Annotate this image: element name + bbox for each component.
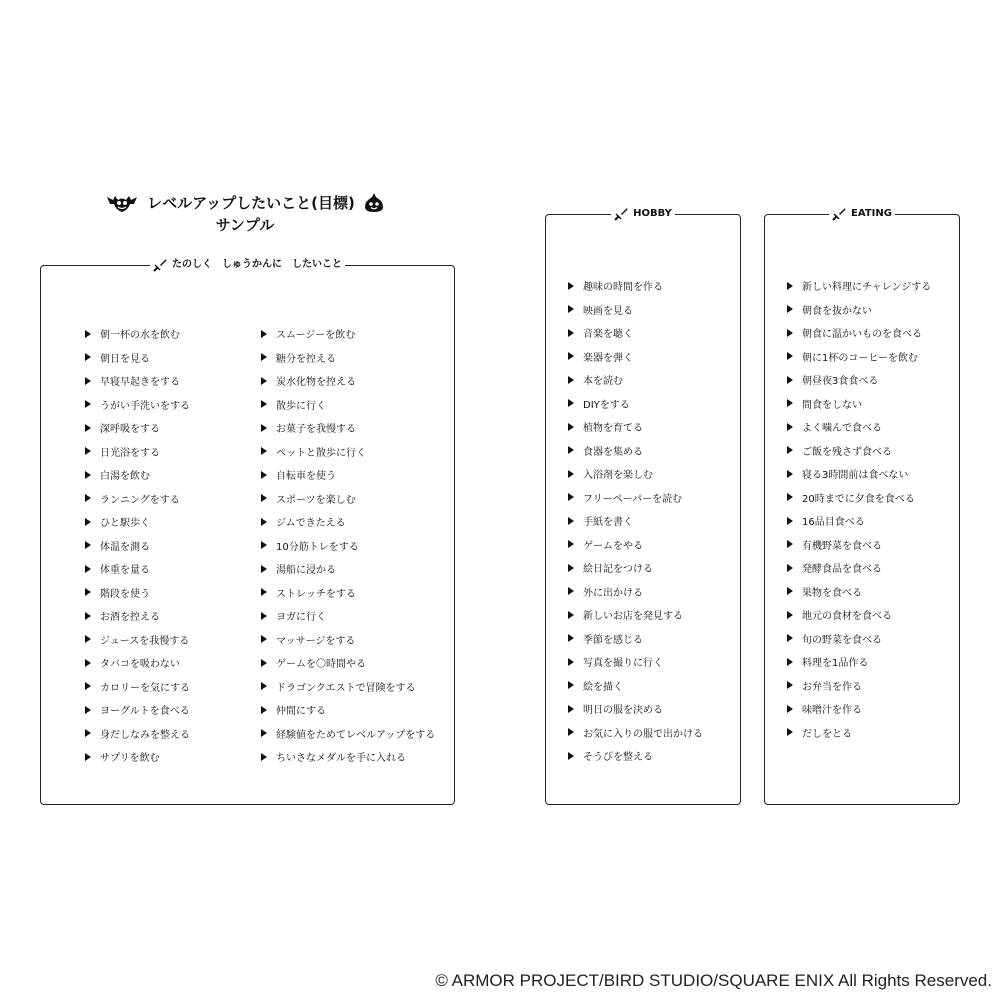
list-item: 地元の食材を食べる: [787, 603, 931, 627]
bullet-triangle-icon: [568, 329, 574, 337]
list-item: ちいさなメダルを手に入れる: [261, 745, 435, 769]
bullet-triangle-icon: [568, 681, 574, 689]
list-item: 本を読む: [568, 368, 703, 392]
bullet-triangle-icon: [787, 352, 793, 360]
bullet-triangle-icon: [787, 587, 793, 595]
sword-icon: [832, 207, 846, 221]
bullet-triangle-icon: [787, 376, 793, 384]
list-item: 20時までに夕食を食べる: [787, 486, 931, 510]
list-item: 趣味の時間を作る: [568, 274, 703, 298]
list-item: 写真を撮りに行く: [568, 650, 703, 674]
bullet-triangle-icon: [568, 282, 574, 290]
bullet-triangle-icon: [85, 635, 91, 643]
list-item: ランニングをする: [85, 487, 190, 511]
list-item: 間食をしない: [787, 392, 931, 416]
bullet-triangle-icon: [261, 588, 267, 596]
list-item: 16品目食べる: [787, 509, 931, 533]
bullet-triangle-icon: [85, 588, 91, 596]
hobby-list: [568, 274, 703, 768]
bullet-triangle-icon: [568, 446, 574, 454]
list-item: うがい手洗いをする: [85, 393, 190, 417]
bullet-triangle-icon: [261, 330, 267, 338]
bullet-triangle-icon: [85, 400, 91, 408]
bullet-triangle-icon: [261, 729, 267, 737]
list-item: 朝食を抜かない: [787, 298, 931, 322]
habits-panel-title: たのしく しゅうかんに したいこと: [172, 259, 342, 270]
list-item: 糖分を控える: [261, 346, 435, 370]
bullet-triangle-icon: [261, 635, 267, 643]
bullet-triangle-icon: [261, 494, 267, 502]
bullet-triangle-icon: [787, 517, 793, 525]
bullet-triangle-icon: [568, 564, 574, 572]
bullet-triangle-icon: [261, 541, 267, 549]
list-item: 植物を育てる: [568, 415, 703, 439]
list-item: ヨガに行く: [261, 604, 435, 628]
bullet-triangle-icon: [787, 423, 793, 431]
hobby-panel-header: [546, 206, 740, 224]
bullet-triangle-icon: [568, 470, 574, 478]
list-item: 日光浴をする: [85, 440, 190, 464]
bullet-triangle-icon: [261, 682, 267, 690]
list-item: 早寝早起きをする: [85, 369, 190, 393]
bullet-triangle-icon: [568, 305, 574, 313]
bullet-triangle-icon: [787, 728, 793, 736]
bullet-triangle-icon: [261, 518, 267, 526]
list-item: 発酵食品を食べる: [787, 556, 931, 580]
bullet-triangle-icon: [85, 729, 91, 737]
habits-list-right: [261, 322, 435, 769]
title-block: [100, 192, 390, 235]
list-item: 湯船に浸かる: [261, 557, 435, 581]
list-item: ゲームをやる: [568, 533, 703, 557]
sword-icon: [614, 207, 628, 221]
eating-panel-title: EATING: [851, 208, 892, 219]
list-item: 朝に1杯のコーヒーを飲む: [787, 345, 931, 369]
list-item: マッサージをする: [261, 628, 435, 652]
bullet-triangle-icon: [85, 353, 91, 361]
copyright-notice: © ARMOR PROJECT/BIRD STUDIO/SQUARE ENIX All Rights Reserved.: [435, 971, 992, 990]
list-item: 自転車を使う: [261, 463, 435, 487]
sword-icon: [153, 258, 167, 272]
list-item: カロリーを気にする: [85, 675, 190, 699]
bullet-triangle-icon: [568, 728, 574, 736]
list-item: 有機野菜を食べる: [787, 533, 931, 557]
bullet-triangle-icon: [787, 446, 793, 454]
list-item: ひと駅歩く: [85, 510, 190, 534]
list-item: お菓子を我慢する: [261, 416, 435, 440]
bullet-triangle-icon: [568, 705, 574, 713]
list-item: ヨーグルトを食べる: [85, 698, 190, 722]
bullet-triangle-icon: [787, 634, 793, 642]
list-item: お弁当を作る: [787, 674, 931, 698]
habits-list-left: [85, 322, 190, 769]
list-item: 体重を量る: [85, 557, 190, 581]
list-item: 朝日を見る: [85, 346, 190, 370]
bullet-triangle-icon: [85, 753, 91, 761]
bullet-triangle-icon: [85, 682, 91, 690]
bullet-triangle-icon: [261, 706, 267, 714]
bullet-triangle-icon: [261, 424, 267, 432]
bullet-triangle-icon: [787, 493, 793, 501]
bullet-triangle-icon: [568, 399, 574, 407]
bullet-triangle-icon: [261, 659, 267, 667]
bullet-triangle-icon: [261, 447, 267, 455]
list-item: 炭水化物を控える: [261, 369, 435, 393]
list-item: よく噛んで食べる: [787, 415, 931, 439]
list-item: 朝一杯の水を飲む: [85, 322, 190, 346]
list-item: ドラゴンクエストで冒険をする: [261, 675, 435, 699]
list-item: 旬の野菜を食べる: [787, 627, 931, 651]
list-item: ペットと散歩に行く: [261, 440, 435, 464]
bullet-triangle-icon: [85, 659, 91, 667]
list-item: そうびを整える: [568, 744, 703, 768]
list-item: 新しい料理にチャレンジする: [787, 274, 931, 298]
list-item: 身だしなみを整える: [85, 722, 190, 746]
bullet-triangle-icon: [85, 447, 91, 455]
bullet-triangle-icon: [787, 681, 793, 689]
list-item: 明日の服を決める: [568, 697, 703, 721]
list-item: ジムできたえる: [261, 510, 435, 534]
bullet-triangle-icon: [261, 471, 267, 479]
list-item: 食器を集める: [568, 439, 703, 463]
list-item: 音楽を聴く: [568, 321, 703, 345]
bullet-triangle-icon: [787, 540, 793, 548]
list-item: フリーペーパーを読む: [568, 486, 703, 510]
list-item: 散歩に行く: [261, 393, 435, 417]
list-item: 季節を感じる: [568, 627, 703, 651]
list-item: だしをとる: [787, 721, 931, 745]
list-item: 手紙を書く: [568, 509, 703, 533]
bullet-triangle-icon: [787, 329, 793, 337]
list-item: ストレッチをする: [261, 581, 435, 605]
list-item: 朝昼夜3食食べる: [787, 368, 931, 392]
list-item: 味噌汁を作る: [787, 697, 931, 721]
bullet-triangle-icon: [568, 658, 574, 666]
bullet-triangle-icon: [787, 282, 793, 290]
eating-list: [787, 274, 931, 744]
bullet-triangle-icon: [568, 752, 574, 760]
bullet-triangle-icon: [568, 611, 574, 619]
list-item: ジュースを我慢する: [85, 628, 190, 652]
bullet-triangle-icon: [261, 377, 267, 385]
list-item: 白湯を飲む: [85, 463, 190, 487]
bullet-triangle-icon: [568, 540, 574, 548]
list-item: 入浴剤を楽しむ: [568, 462, 703, 486]
list-item: 階段を使う: [85, 581, 190, 605]
list-item: DIYをする: [568, 392, 703, 416]
list-item: 料理を1品作る: [787, 650, 931, 674]
bullet-triangle-icon: [568, 423, 574, 431]
hobby-panel: [545, 208, 741, 805]
list-item: 楽器を弾く: [568, 345, 703, 369]
bullet-triangle-icon: [787, 611, 793, 619]
bullet-triangle-icon: [787, 470, 793, 478]
bullet-triangle-icon: [568, 634, 574, 642]
bullet-triangle-icon: [261, 753, 267, 761]
list-item: 寝る3時間前は食べない: [787, 462, 931, 486]
bullet-triangle-icon: [261, 612, 267, 620]
bullet-triangle-icon: [85, 706, 91, 714]
bullet-triangle-icon: [85, 541, 91, 549]
list-item: 体温を測る: [85, 534, 190, 558]
eating-panel-header: [765, 206, 959, 224]
bullet-triangle-icon: [787, 658, 793, 666]
bullet-triangle-icon: [787, 564, 793, 572]
list-item: 10分筋トレをする: [261, 534, 435, 558]
hobby-panel-title: HOBBY: [633, 208, 672, 219]
eating-panel: [764, 208, 960, 805]
bullet-triangle-icon: [85, 494, 91, 502]
bullet-triangle-icon: [568, 587, 574, 595]
list-item: 深呼吸をする: [85, 416, 190, 440]
bullet-triangle-icon: [568, 352, 574, 360]
list-item: お酒を控える: [85, 604, 190, 628]
list-item: 新しいお店を発見する: [568, 603, 703, 627]
list-item: 映画を見る: [568, 298, 703, 322]
page-subtitle: サンプル: [215, 216, 275, 234]
list-item: 果物を食べる: [787, 580, 931, 604]
bullet-triangle-icon: [261, 400, 267, 408]
list-item: 経験値をためてレベルアップをする: [261, 722, 435, 746]
list-item: 外に出かける: [568, 580, 703, 604]
habits-panel: [40, 259, 455, 805]
list-item: お気に入りの服で出かける: [568, 721, 703, 745]
slime-icon: [363, 192, 385, 214]
list-item: 絵日記をつける: [568, 556, 703, 580]
bullet-triangle-icon: [85, 330, 91, 338]
bullet-triangle-icon: [787, 399, 793, 407]
dracky-icon: [105, 192, 139, 214]
bullet-triangle-icon: [85, 471, 91, 479]
list-item: 仲間にする: [261, 698, 435, 722]
list-item: サプリを飲む: [85, 745, 190, 769]
title-row: [100, 192, 390, 214]
bullet-triangle-icon: [568, 493, 574, 501]
list-item: 絵を描く: [568, 674, 703, 698]
list-item: ゲームを〇時間やる: [261, 651, 435, 675]
list-item: スムージーを飲む: [261, 322, 435, 346]
bullet-triangle-icon: [568, 517, 574, 525]
bullet-triangle-icon: [568, 376, 574, 384]
bullet-triangle-icon: [85, 424, 91, 432]
habits-panel-header: [41, 257, 454, 275]
list-item: ご飯を残さず食べる: [787, 439, 931, 463]
page-title: レベルアップしたいこと(目標): [147, 194, 355, 212]
bullet-triangle-icon: [261, 353, 267, 361]
bullet-triangle-icon: [787, 305, 793, 313]
bullet-triangle-icon: [787, 705, 793, 713]
list-item: 朝食に温かいものを食べる: [787, 321, 931, 345]
bullet-triangle-icon: [261, 565, 267, 573]
list-item: タバコを吸わない: [85, 651, 190, 675]
bullet-triangle-icon: [85, 565, 91, 573]
bullet-triangle-icon: [85, 518, 91, 526]
list-item: スポーツを楽しむ: [261, 487, 435, 511]
bullet-triangle-icon: [85, 612, 91, 620]
bullet-triangle-icon: [85, 377, 91, 385]
